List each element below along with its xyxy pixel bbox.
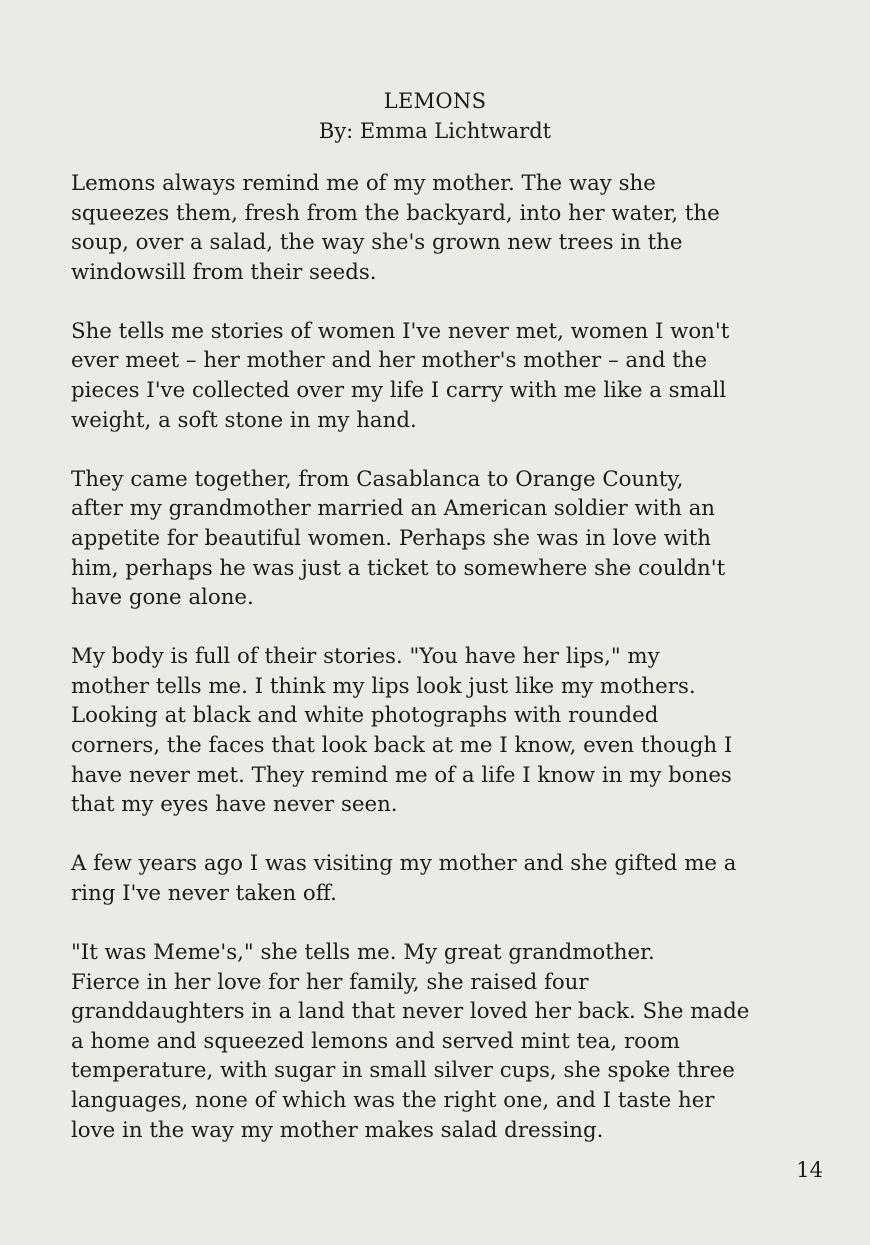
text-line: have never met. They remind me of a life I know in my bones (71, 762, 732, 788)
text-line: mother tells me. I think my lips look just like my mothers. (71, 673, 696, 699)
page-title: LEMONS (383, 89, 487, 113)
text-line: appetite for beautiful women. Perhaps she was in love with (71, 525, 712, 551)
text-line: They came together, from Casablanca to Orange County, (71, 466, 684, 492)
text-line: "It was Meme's," she tells me. My great grandmother. (71, 939, 655, 965)
text-line: A few years ago I was visiting my mother and she gifted me a (71, 851, 737, 877)
text-line: granddaughters in a land that never loved her back. She made (71, 999, 750, 1025)
paragraph-1 (71, 169, 811, 287)
text-line: soup, over a salad, the way she's grown new trees in the (71, 230, 683, 256)
text-line: pieces I've collected over my life I carry with me like a small (71, 378, 727, 404)
paragraph-2 (71, 317, 811, 435)
text-line: languages, none of which was the right one, and I taste her (71, 1087, 715, 1113)
text-line: weight, a soft stone in my hand. (71, 407, 417, 433)
text-line: that my eyes have never seen. (71, 792, 398, 818)
text-line: have gone alone. (71, 585, 254, 611)
paragraph-3 (71, 465, 811, 613)
text-line: She tells me stories of women I've never met, women I won't (71, 318, 730, 344)
text-line: Lemons always remind me of my mother. The way she (71, 171, 656, 196)
text-line: temperature, with sugar in small silver cups, she spoke three (71, 1058, 735, 1084)
text-line: Fierce in her love for her family, she raised four (71, 969, 589, 995)
text-line: him, perhaps he was just a ticket to somewhere she couldn't (71, 555, 726, 581)
text-line: My body is full of their stories. "You have her lips," my (71, 644, 660, 670)
page-number: 14 (796, 1158, 823, 1182)
text-line: windowsill from their seeds. (71, 259, 377, 285)
paragraph-4 (71, 642, 811, 820)
text-line: corners, the faces that look back at me I know, even though I (71, 733, 733, 758)
text-line: Looking at black and white photographs with rounded (71, 703, 659, 729)
paragraph-5 (71, 849, 811, 908)
paragraph-6 (71, 938, 811, 1145)
text-line: love in the way my mother makes salad dressing. (71, 1117, 604, 1143)
text-line: ring I've never taken off. (71, 880, 337, 906)
author-byline: By: Emma Lichtwardt (318, 119, 552, 143)
story-body (71, 169, 811, 1175)
text-line: after my grandmother married an American soldier with an (71, 496, 715, 522)
text-line: ever meet – her mother and her mother's mother – and the (71, 348, 708, 374)
text-line: squeezes them, fresh from the backyard, into her water, the (71, 200, 720, 226)
text-line: a home and squeezed lemons and served mint tea, room (71, 1028, 680, 1054)
